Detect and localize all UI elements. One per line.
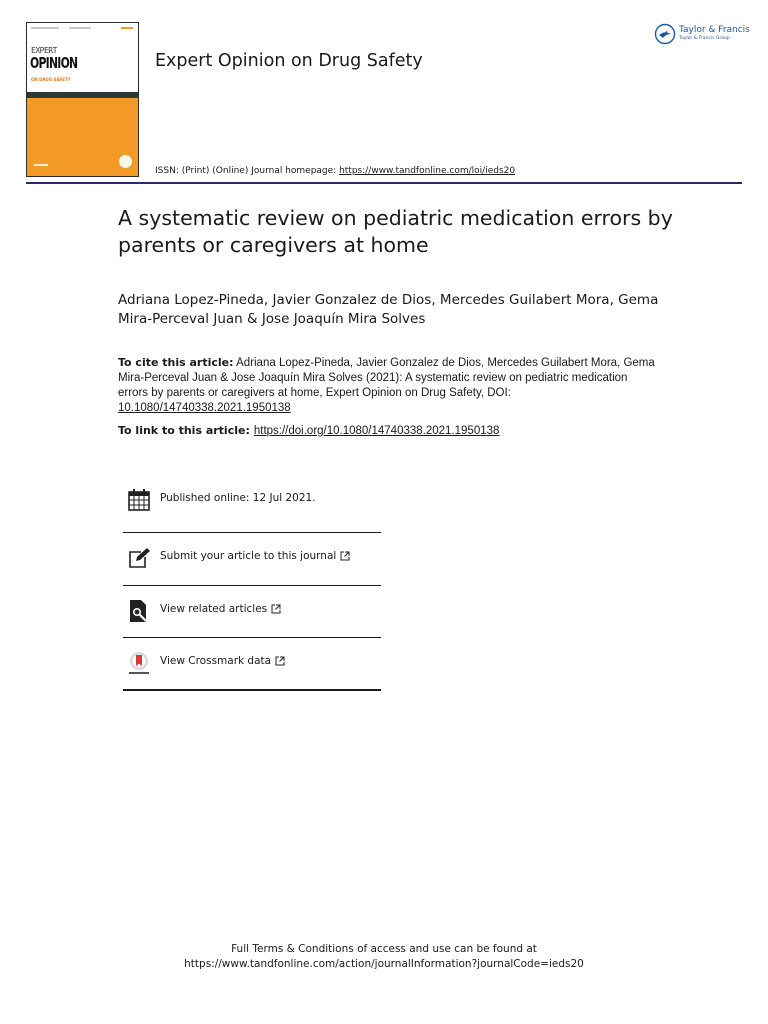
submit-article-text: Submit your article to this journal [160,550,337,562]
article-link-line [118,424,499,437]
article-link-label: To link to this article: [118,424,250,437]
external-link-icon [340,551,350,561]
citation-block [118,355,658,416]
citation-doi-link[interactable]: 10.1080/14740338.2021.1950138 [118,402,291,414]
related-articles-text: View related articles [160,603,268,615]
cover-opinion-text: OPINION [30,54,78,72]
info-section-bottom-rule [123,689,381,691]
submit-article-row[interactable] [123,532,381,584]
calendar-icon [127,488,151,512]
crossmark-link[interactable] [160,655,285,667]
terms-footer-url[interactable]: https://www.tandfonline.com/action/journalInformation?journalCode=ieds20 [184,958,584,970]
article-authors: Adriana Lopez-Pineda, Javier Gonzalez de Dios, Mercedes Guilabert Mora, Gema Mira-Perceval Juan & Jose Joaquín Mira Solves [118,292,659,327]
issn-label: ISSN: (Print) (Online) Journal homepage: [155,166,340,176]
terms-footer-line: Full Terms & Conditions of access and use can be found at [231,943,537,955]
cover-expert-text: EXPERT [31,46,57,55]
related-articles-link[interactable] [160,603,281,615]
external-link-icon [275,656,285,666]
related-articles-row[interactable] [123,585,381,637]
cover-top-strip [31,27,134,30]
terms-footer [0,942,768,972]
publisher-lamp-icon [654,23,676,45]
cover-badge-icon [119,155,132,168]
publisher-group-name: Taylor & Francis Group [679,36,730,41]
journal-homepage-link[interactable]: https://www.tandfonline.com/loi/ieds20 [339,166,516,176]
publisher-name: Taylor & Francis [679,25,750,35]
cover-subtitle-text: ON DRUG SAFETY [31,77,71,82]
issn-line [155,166,515,176]
submit-article-link[interactable] [160,550,350,562]
journal-cover-image [26,22,139,177]
crossmark-icon [127,651,151,675]
citation-label: To cite this article: [118,356,234,369]
header-divider [26,182,742,184]
citation-text: Adriana Lopez-Pineda, Javier Gonzalez de Dios, Mercedes Guilabert Mora, Gema Mira-Perceval Juan & Jose Joaquín Mira Solves (2021): A systematic review on pediatric medication errors by parents or caregivers at home, Expert Opinion on Drug Safety, DOI: [118,357,655,399]
article-doi-link[interactable]: https://doi.org/10.1080/14740338.2021.1950138 [253,425,500,437]
article-title: A systematic review on pediatric medication errors by parents or caregivers at home [118,206,673,257]
search-document-icon [127,599,151,623]
external-link-icon [271,604,281,614]
journal-title: Expert Opinion on Drug Safety [155,51,423,71]
crossmark-text: View Crossmark data [160,655,272,667]
cover-publisher-mark [34,164,48,166]
edit-icon [127,546,151,570]
crossmark-row[interactable] [123,637,381,689]
published-online-text: Published online: 12 Jul 2021. [160,492,316,504]
cover-orange-panel [27,98,138,176]
published-online-row [123,474,381,526]
publisher-logo [654,23,750,47]
